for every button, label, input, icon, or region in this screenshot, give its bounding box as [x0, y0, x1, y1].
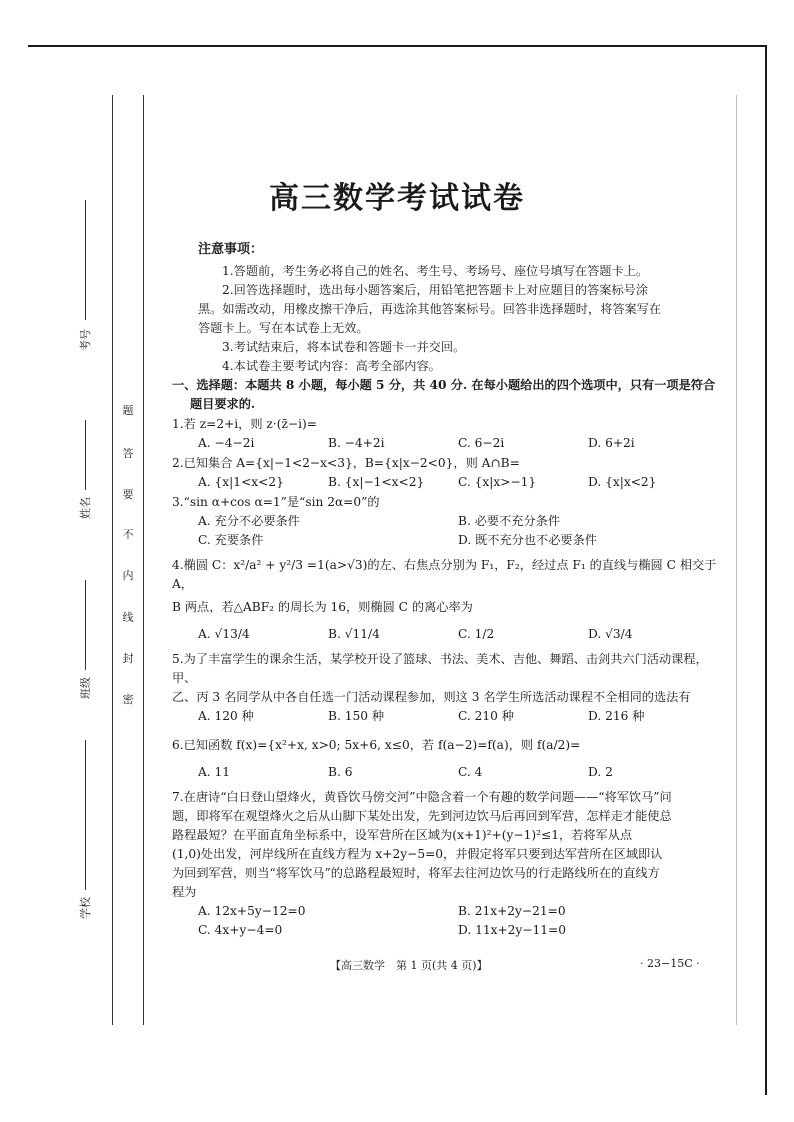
top-rule — [28, 45, 766, 47]
seal-char: 内 — [122, 569, 134, 582]
notice-item: 答题卡上。写在本试卷上无效。 — [198, 321, 369, 335]
option: D. 2 — [588, 765, 613, 779]
field-kaohao — [70, 200, 100, 400]
notice-item: 2.回答选择题时，选出每小题答案后，用铅笔把答题卡上对应题目的答案标号涂 — [222, 283, 649, 297]
option: D. 既不充分也不必要条件 — [458, 533, 597, 547]
option: C. 6−2i — [458, 436, 505, 450]
option: B. {x|−1<x<2} — [328, 475, 425, 489]
option: A. 充分不必要条件 — [198, 514, 300, 528]
right-faint-rule — [736, 95, 737, 1025]
question-5-stem: 5.为了丰富学生的课余生活，某学校开设了篮球、书法、美术、吉他、舞蹈、击剑共六门活动课程，甲、 — [172, 652, 708, 685]
option: B. √11/4 — [328, 627, 380, 641]
question-7-stem-cont: 程为 — [172, 885, 197, 899]
question-3-options-row2 — [172, 531, 718, 550]
question-1-options — [172, 434, 718, 453]
option: B. 6 — [328, 765, 353, 779]
option: D. 216 种 — [588, 709, 645, 723]
notice-item: 3.考试结束后，将本试卷和答题卡一并交回。 — [222, 340, 466, 354]
option: A. √13/4 — [198, 627, 250, 641]
section-heading-cont: 题目要求的. — [190, 397, 256, 411]
seal-char: 密 — [122, 693, 134, 706]
option: A. {x|1<x<2} — [198, 475, 284, 489]
page-title: 高三数学考试试卷 — [269, 181, 525, 216]
option: A. −4−2i — [198, 436, 255, 450]
option: C. 210 种 — [458, 709, 514, 723]
notice-item: 4.本试卷主要考试内容：高考全部内容。 — [222, 359, 441, 373]
seal-char: 线 — [122, 611, 134, 624]
option: D. 11x+2y−11=0 — [458, 923, 567, 937]
question-5-options — [172, 707, 718, 726]
option: B. −4+2i — [328, 436, 385, 450]
question-2-stem: 2.已知集合 A={x|−1<2−x<3}，B={x|x−2<0}，则 A∩B= — [172, 456, 520, 470]
field-banji — [70, 580, 100, 720]
option: C. {x|x>−1} — [458, 475, 537, 489]
notice-item: 1.答题前，考生务必将自己的姓名、考生号、考场号、座位号填写在答题卡上。 — [222, 264, 649, 278]
field-xuexiao-label: 学校 — [79, 897, 92, 919]
option: A. 11 — [198, 765, 231, 779]
question-6-stem: 6.已知函数 f(x)={x²+x, x>0; 5x+6, x≤0，若 f(a−2)=f(a)，则 f(a/2)= — [172, 738, 581, 752]
question-7-stem-cont: 题，即将军在观望烽火之后从山脚下某处出发，先到河边饮马后再回到军营，怎样走才能使总 — [172, 809, 672, 823]
field-banji-label: 班级 — [79, 677, 92, 699]
seal-char: 封 — [122, 652, 134, 665]
seal-char: 要 — [122, 488, 134, 501]
question-3-stem: 3.“sin α+cos α=1”是“sin 2α=0”的 — [172, 495, 380, 509]
option: C. 1/2 — [458, 627, 495, 641]
question-1-stem: 1.若 z=2+i，则 z·(z̄−i)= — [172, 417, 317, 431]
seal-char: 答 — [122, 447, 134, 460]
field-xingming — [70, 420, 100, 570]
binding-line-inner — [143, 95, 144, 1025]
paper-code: · 23−15C · — [640, 957, 700, 970]
seal-char: 题 — [122, 404, 134, 417]
field-xuexiao — [70, 740, 100, 970]
option: C. 充要条件 — [198, 533, 264, 547]
question-7-options-row1 — [172, 902, 718, 921]
option: C. 4x+y−4=0 — [198, 923, 283, 937]
question-3-options-row1 — [172, 512, 718, 531]
notice-item: 黑。如需改动，用橡皮擦干净后，再选涂其他答案标号。回答非选择题时，将答案写在 — [198, 302, 662, 316]
question-4-stem: 4.椭圆 C：x²/a² + y²/3 =1(a>√3)的左、右焦点分别为 F₁，F₂，经过点 F₁ 的直线与椭圆 C 相交于 A， — [172, 558, 717, 591]
question-4-stem-cont: B 两点，若△ABF₂ 的周长为 16，则椭圆 C 的离心率为 — [172, 600, 473, 614]
question-5-stem-cont: 乙、丙 3 名同学从中各自任选一门活动课程参加，则这 3 名学生所选活动课程不全相同的选法有 — [172, 690, 691, 704]
field-kaohao-label: 考号 — [79, 329, 92, 351]
binding-line-outer — [112, 95, 113, 1025]
question-7-stem: 7.在唐诗“白日登山望烽火，黄昏饮马傍交河”中隐含着一个有趣的数学问题——“将军饮马”问 — [172, 790, 672, 804]
option: D. 6+2i — [588, 436, 635, 450]
option: D. √3/4 — [588, 627, 633, 641]
question-6-options — [172, 763, 718, 782]
notice-heading: 注意事项： — [198, 242, 264, 257]
field-xingming-label: 姓名 — [79, 497, 92, 519]
option: A. 120 种 — [198, 709, 254, 723]
option: B. 21x+2y−21=0 — [458, 904, 566, 918]
option: B. 150 种 — [328, 709, 385, 723]
option: A. 12x+5y−12=0 — [198, 904, 306, 918]
question-4-options — [172, 625, 718, 644]
exam-content — [172, 240, 718, 940]
section-heading: 一、选择题：本题共 8 小题，每小题 5 分，共 40 分. 在每小题给出的四个选项中，只有一项是符合 — [172, 378, 716, 392]
question-7-options-row2 — [172, 921, 718, 940]
seal-char: 不 — [122, 528, 134, 541]
question-7-stem-cont: (1,0)处出发，河岸线所在直线方程为 x+2y−5=0，并假定将军只要到达军营所在区域即认 — [172, 847, 663, 861]
option: D. {x|x<2} — [588, 475, 657, 489]
page-footer: 【高三数学 第 1 页(共 4 页)】 — [330, 959, 488, 972]
option: C. 4 — [458, 765, 483, 779]
question-2-options — [172, 473, 718, 492]
question-7-stem-cont: 路程最短？在平面直角坐标系中，设军营所在区域为(x+1)²+(y−1)²≤1，若将军从点 — [172, 828, 633, 842]
option: B. 必要不充分条件 — [458, 514, 561, 528]
question-7-stem-cont: 为回到军营，则当“将军饮马”的总路程最短时，将军去往河边饮马的行走路线所在的直线方 — [172, 866, 660, 880]
